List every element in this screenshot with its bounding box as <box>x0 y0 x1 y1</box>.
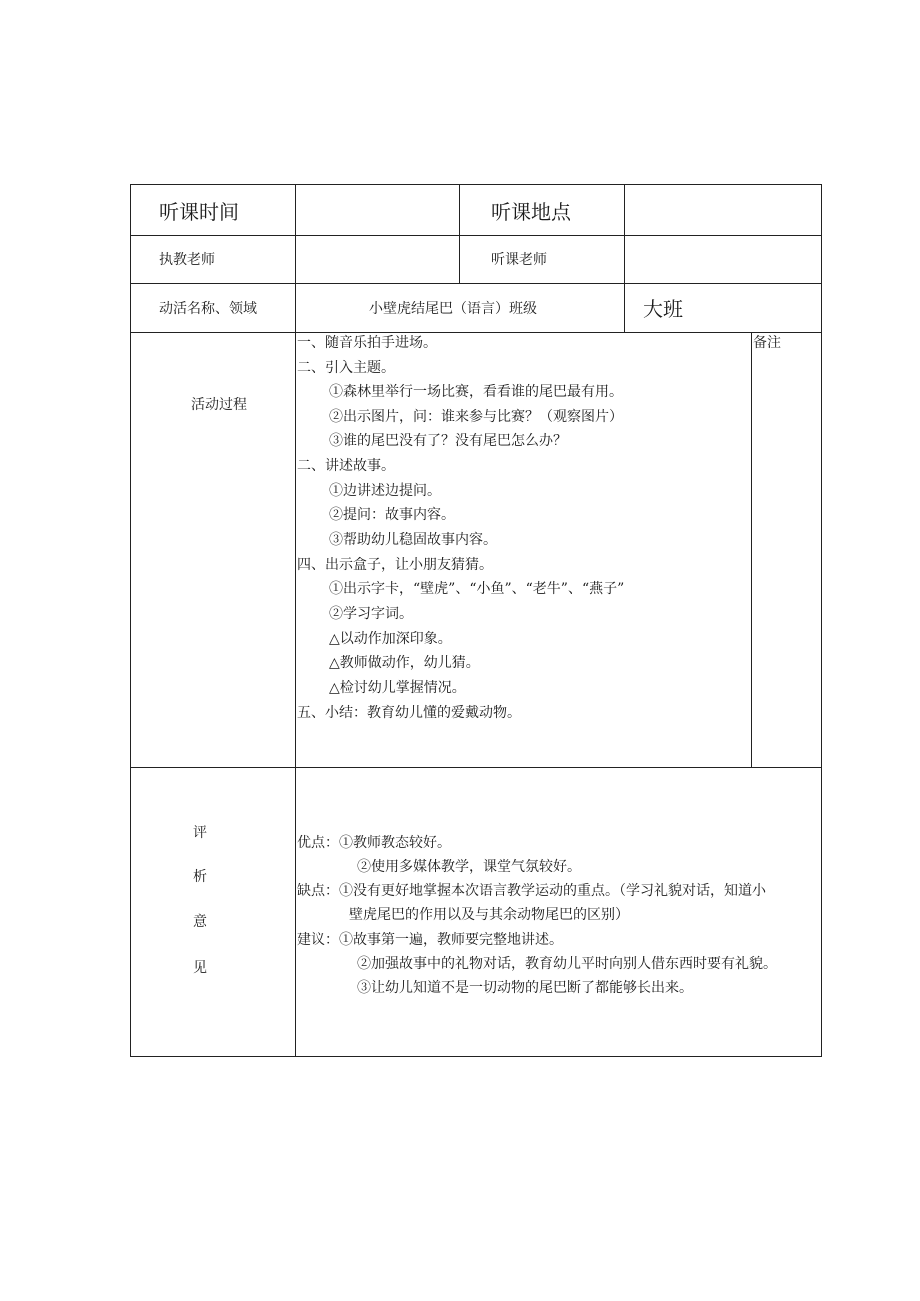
review-label-char: 评 <box>193 825 207 841</box>
observer-label: 听课老师 <box>491 252 547 268</box>
activity-process-label: 活动过程 <box>191 397 247 413</box>
activity-name-value: 小壁虎结尾巴（语言）班级 <box>369 300 537 317</box>
col-divider <box>295 185 296 1056</box>
lesson-place-label: 听课地点 <box>491 199 571 224</box>
col-divider <box>624 283 625 332</box>
process-line: ③谁的尾巴没有了？没有尾巴怎么办？ <box>329 433 567 449</box>
process-line: △教师做动作，幼儿猜。 <box>329 655 480 671</box>
process-line: 二、讲述故事。 <box>297 458 395 474</box>
process-line: 二、引入主题。 <box>297 360 395 376</box>
remark-label: 备注 <box>753 335 781 351</box>
process-line: 五、小结：教育幼儿懂的爱戴动物。 <box>297 705 521 721</box>
teacher-label: 执教老师 <box>159 252 215 268</box>
review-label-char: 见 <box>193 960 207 976</box>
review-label-char: 意 <box>193 914 207 930</box>
process-line: △以动作加深印象。 <box>329 631 452 647</box>
process-line: ②学习字词。 <box>329 606 413 622</box>
row-divider <box>131 767 821 768</box>
process-line: ③帮助幼儿稳固故事内容。 <box>329 532 497 548</box>
process-line: ②提问：故事内容。 <box>329 507 455 523</box>
review-line: 优点：①教师教态较好。 <box>297 835 451 851</box>
process-line: 一、随音乐拍手进场。 <box>297 335 437 351</box>
process-line: ①森林里举行一场比赛，看看谁的尾巴最有用。 <box>329 384 623 400</box>
row-divider <box>131 235 821 236</box>
lesson-time-label: 听课时间 <box>159 199 239 224</box>
col-divider <box>459 185 460 283</box>
process-line: ①边讲述边提问。 <box>329 483 441 499</box>
review-line: 缺点：①没有更好地掌握本次语言教学运动的重点。（学习礼貌对话，知道小 <box>297 883 766 899</box>
review-line: 建议：①故事第一遍，教师要完整地讲述。 <box>297 932 563 948</box>
process-line: ①出示字卡，“壁虎”、“小鱼”、“老牛”、“燕子” <box>329 581 625 597</box>
row-divider <box>131 332 821 333</box>
review-line: ②加强故事中的礼物对话，教育幼儿平时向别人借东西时要有礼貌。 <box>357 956 777 972</box>
review-line: ②使用多媒体教学，课堂气氛较好。 <box>357 859 581 875</box>
process-line: ②出示图片，问：谁来参与比赛？（观察图片） <box>329 409 623 425</box>
lesson-observation-table <box>130 184 822 1057</box>
review-line: 壁虎尾巴的作用以及与其余动物尾巴的区别） <box>349 907 629 923</box>
process-line: △检讨幼儿掌握情况。 <box>329 680 466 696</box>
review-line: ③让幼儿知道不是一切动物的尾巴断了都能够长出来。 <box>357 980 693 996</box>
col-divider <box>751 332 752 767</box>
col-divider <box>624 185 625 283</box>
process-line: 四、出示盒子，让小朋友猜猜。 <box>297 557 493 573</box>
class-value: 大班 <box>643 297 683 321</box>
review-label-char: 析 <box>193 869 207 885</box>
activity-name-label: 动活名称、领域 <box>159 300 257 317</box>
